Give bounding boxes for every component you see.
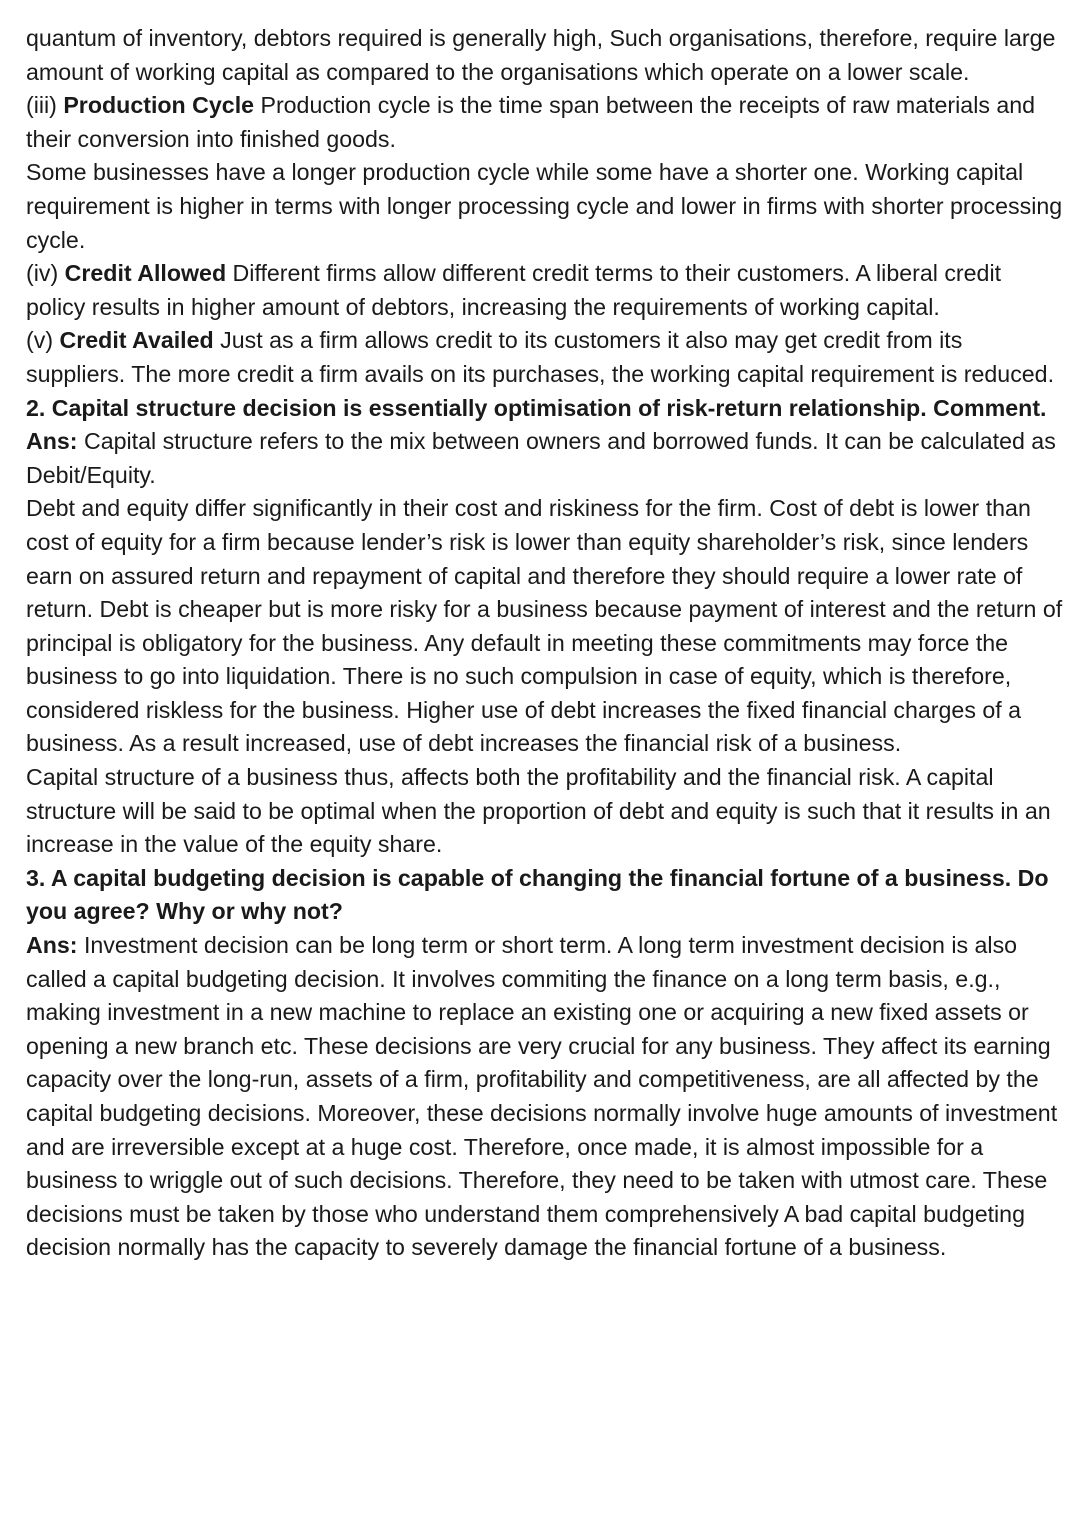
paragraph-credit-availed <box>26 324 1066 391</box>
paragraph-credit-allowed <box>26 257 1066 324</box>
list-marker: (v) <box>26 327 60 354</box>
paragraph-production-cycle <box>26 89 1066 156</box>
answer-2-paragraph-3: Capital structure of a business thus, affects both the profitability and the financial risk. A capital structure will be said to be optimal when the proportion of debt and equity is such that it results in an increase in the value of the equity share. <box>26 764 1051 858</box>
answer-label: Ans: <box>26 932 78 959</box>
answer-text: Capital structure refers to the mix between owners and borrowed funds. It can be calculated as Debit/Equity. <box>26 428 1056 488</box>
question-3: 3. A capital budgeting decision is capable of changing the financial fortune of a business. Do you agree? Why or why not? <box>26 864 1049 925</box>
list-marker: (iii) <box>26 92 64 119</box>
answer-label: Ans: <box>26 428 78 455</box>
question-2: 2. Capital structure decision is essentially optimisation of risk-return relationship. Comment. <box>26 394 1047 421</box>
answer-text: Investment decision can be long term or short term. A long term investment decision is also called a capital budgeting decision. It involves commiting the finance on a long term basis, e.g., making investment in a new machine to replace an existing one or acquiring a new fixed assets or opening a new branch etc. These decisions are very crucial for any business. They affect its earning capacity over the long-run, assets of a firm, profitability and competitiveness, are all affected by the capital budgeting decisions. Moreover, these decisions normally involve huge amounts of investment and are irreversible except at a huge cost. Therefore, once made, it is almost impossible for a business to wriggle out of such decisions. Therefore, they need to be taken with utmost care. These decisions must be taken by those who understand them comprehensively A bad capital budgeting decision normally has the capacity to severely damage the financial fortune of a business. <box>26 932 1058 1261</box>
list-marker: (iv) <box>26 260 65 287</box>
term-text: Production cycle is the time span between the receipts of raw materials and their conversion into finished goods. <box>26 92 1036 152</box>
term-heading: Production Cycle <box>63 92 255 119</box>
paragraph-working-capital-scale: quantum of inventory, debtors required is generally high, Such organisations, therefore, require large amount of working capital as compared to the organisations which operate on a lower scale. <box>26 25 1056 85</box>
term-heading: Credit Allowed <box>64 260 227 287</box>
paragraph-processing-cycle: Some businesses have a longer production cycle while some have a shorter one. Working capital requirement is higher in terms with longer processing cycle and lower in firms with shorter processing cycle. <box>26 159 1063 253</box>
term-text: Different firms allow different credit terms to their customers. A liberal credit policy results in higher amount of debtors, increasing the requirements of working capital. <box>26 260 1002 320</box>
answer-3-paragraph-1 <box>26 929 1066 1265</box>
term-heading: Credit Availed <box>59 327 214 354</box>
answer-2-paragraph-2: Debt and equity differ significantly in their cost and riskiness for the firm. Cost of debt is lower than cost of equity for a firm because lender’s risk is lower than equity shareholder’s risk, since lenders earn on assured return and repayment of capital and therefore they should require a lower rate of return. Debt is cheaper but is more risky for a business because payment of interest and the return of principal is obligatory for the business. Any default in meeting these commitments may force the business to go into liquidation. There is no such compulsion in case of equity, which is therefore, considered riskless for the business. Higher use of debt increases the fixed financial charges of a business. As a result increased, use of debt increases the financial risk of a business. <box>26 495 1063 757</box>
term-text: Just as a firm allows credit to its customers it also may get credit from its suppliers. The more credit a firm avails on its purchases, the working capital requirement is reduced. <box>26 327 1055 387</box>
answer-2-paragraph-1 <box>26 425 1066 492</box>
document-page <box>26 22 1066 1265</box>
